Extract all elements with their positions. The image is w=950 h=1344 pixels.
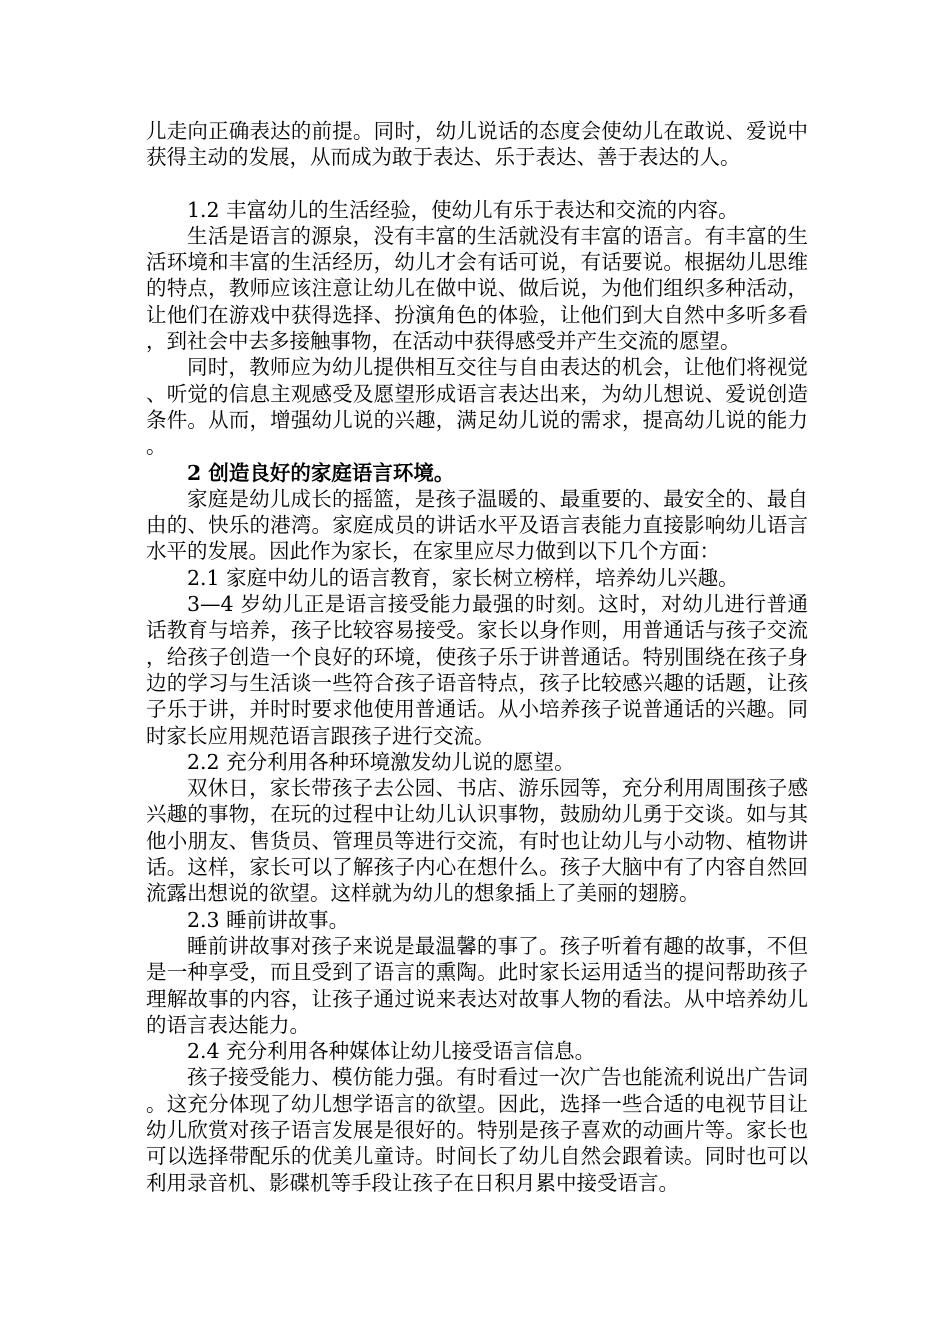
- section-heading-2-1: 2.1 家庭中幼儿的语言教育，家长树立榜样，培养幼儿兴趣。: [187, 565, 739, 590]
- section-heading-2-3: 2.3 睡前讲故事。: [187, 907, 350, 932]
- section-heading-1-2: 1.2 丰富幼儿的生活经验，使幼儿有乐于表达和交流的内容。: [187, 197, 739, 222]
- section-heading-2-4: 2.4 充分利用各种媒体让幼儿接受语言信息。: [187, 1039, 596, 1064]
- section-heading-2-2: 2.2 充分利用各种环境激发幼儿说的愿望。: [187, 749, 575, 774]
- paragraph-weekend-outings: 双休日，家长带孩子去公园、书店、游乐园等，充分利用周围孩子感兴趣的事物，在玩的过程中让幼儿认识事物，鼓励幼儿勇于交谈。如与其他小朋友、售货员、管理员等进行交流，有时也让幼儿与小动物、植物讲话。这样，家长可以了解孩子内心在想什么。孩子大脑中有了内容自然回流露出想说的欲望。这样就为幼儿的想象插上了美丽的翅膀。: [146, 776, 808, 906]
- section-heading-2: 2 创造良好的家庭语言环境。: [187, 460, 455, 485]
- paragraph-spacer: [146, 171, 808, 197]
- paragraph-family: 家庭是幼儿成长的摇篮，是孩子温暖的、最重要的、最安全的、最自由的、快乐的港湾。家庭成员的讲话水平及语言表能力直接影响幼儿语言水平的发展。因此作为家长，在家里应尽力做到以下几个方面：: [146, 486, 808, 564]
- paragraph-teacher-opportunity: 同时，教师应为幼儿提供相互交往与自由表达的机会，让他们将视觉、听觉的信息主观感受及愿望形成语言表达出来，为幼儿想说、爱说创造条件。从而，增强幼儿说的兴趣，满足幼儿说的需求，提高幼儿说的能力。: [146, 355, 808, 459]
- paragraph-life-experience: 生活是语言的源泉，没有丰富的生活就没有丰富的语言。有丰富的生活环境和丰富的生活经历，幼儿才会有话可说，有话要说。根据幼儿思维的特点，教师应该注意让幼儿在做中说、做后说，为他们组织多种活动，让他们在游戏中获得选择、扮演角色的体验，让他们到大自然中多听多看，到社会中去多接触事物，在活动中获得感受并产生交流的愿望。: [146, 223, 808, 354]
- document-body: [146, 118, 808, 1196]
- paragraph-mandarin-education: 3—4 岁幼儿正是语言接受能力最强的时刻。这时，对幼儿进行普通话教育与培养，孩子比较容易接受。家长以身作则，用普通话与孩子交流，给孩子创造一个良好的环境，使孩子乐于讲普通话。特别围绕在孩子身边的学习与生活谈一些符合孩子语音特点，孩子比较感兴趣的话题，让孩子乐于讲，并时时要求他使用普通话。从小培养孩子说普通话的兴趣。同时家长应用规范语言跟孩子进行交流。: [146, 592, 808, 748]
- paragraph-media: 孩子接受能力、模仿能力强。有时看过一次广告也能流利说出广告词。这充分体现了幼儿想学语言的欲望。因此，选择一些合适的电视节目让幼儿欣赏对孩子语言发展是很好的。特别是孩子喜欢的动画片等。家长也可以选择带配乐的优美儿童诗。时间长了幼儿自然会跟着读。同时也可以利用录音机、影碟机等手段让孩子在日积月累中接受语言。: [146, 1065, 808, 1195]
- paragraph-bedtime-stories: 睡前讲故事对孩子来说是最温馨的事了。孩子听着有趣的故事，不但是一种享受，而且受到了语言的熏陶。此时家长运用适当的提问帮助孩子理解故事的内容，让孩子通过说来表达对故事人物的看法。从中培养幼儿的语言表达能力。: [146, 933, 808, 1037]
- paragraph-intro-continued: 儿走向正确表达的前提。同时，幼儿说话的态度会使幼儿在敢说、爱说中获得主动的发展，从而成为敢于表达、乐于表达、善于表达的人。: [146, 119, 808, 170]
